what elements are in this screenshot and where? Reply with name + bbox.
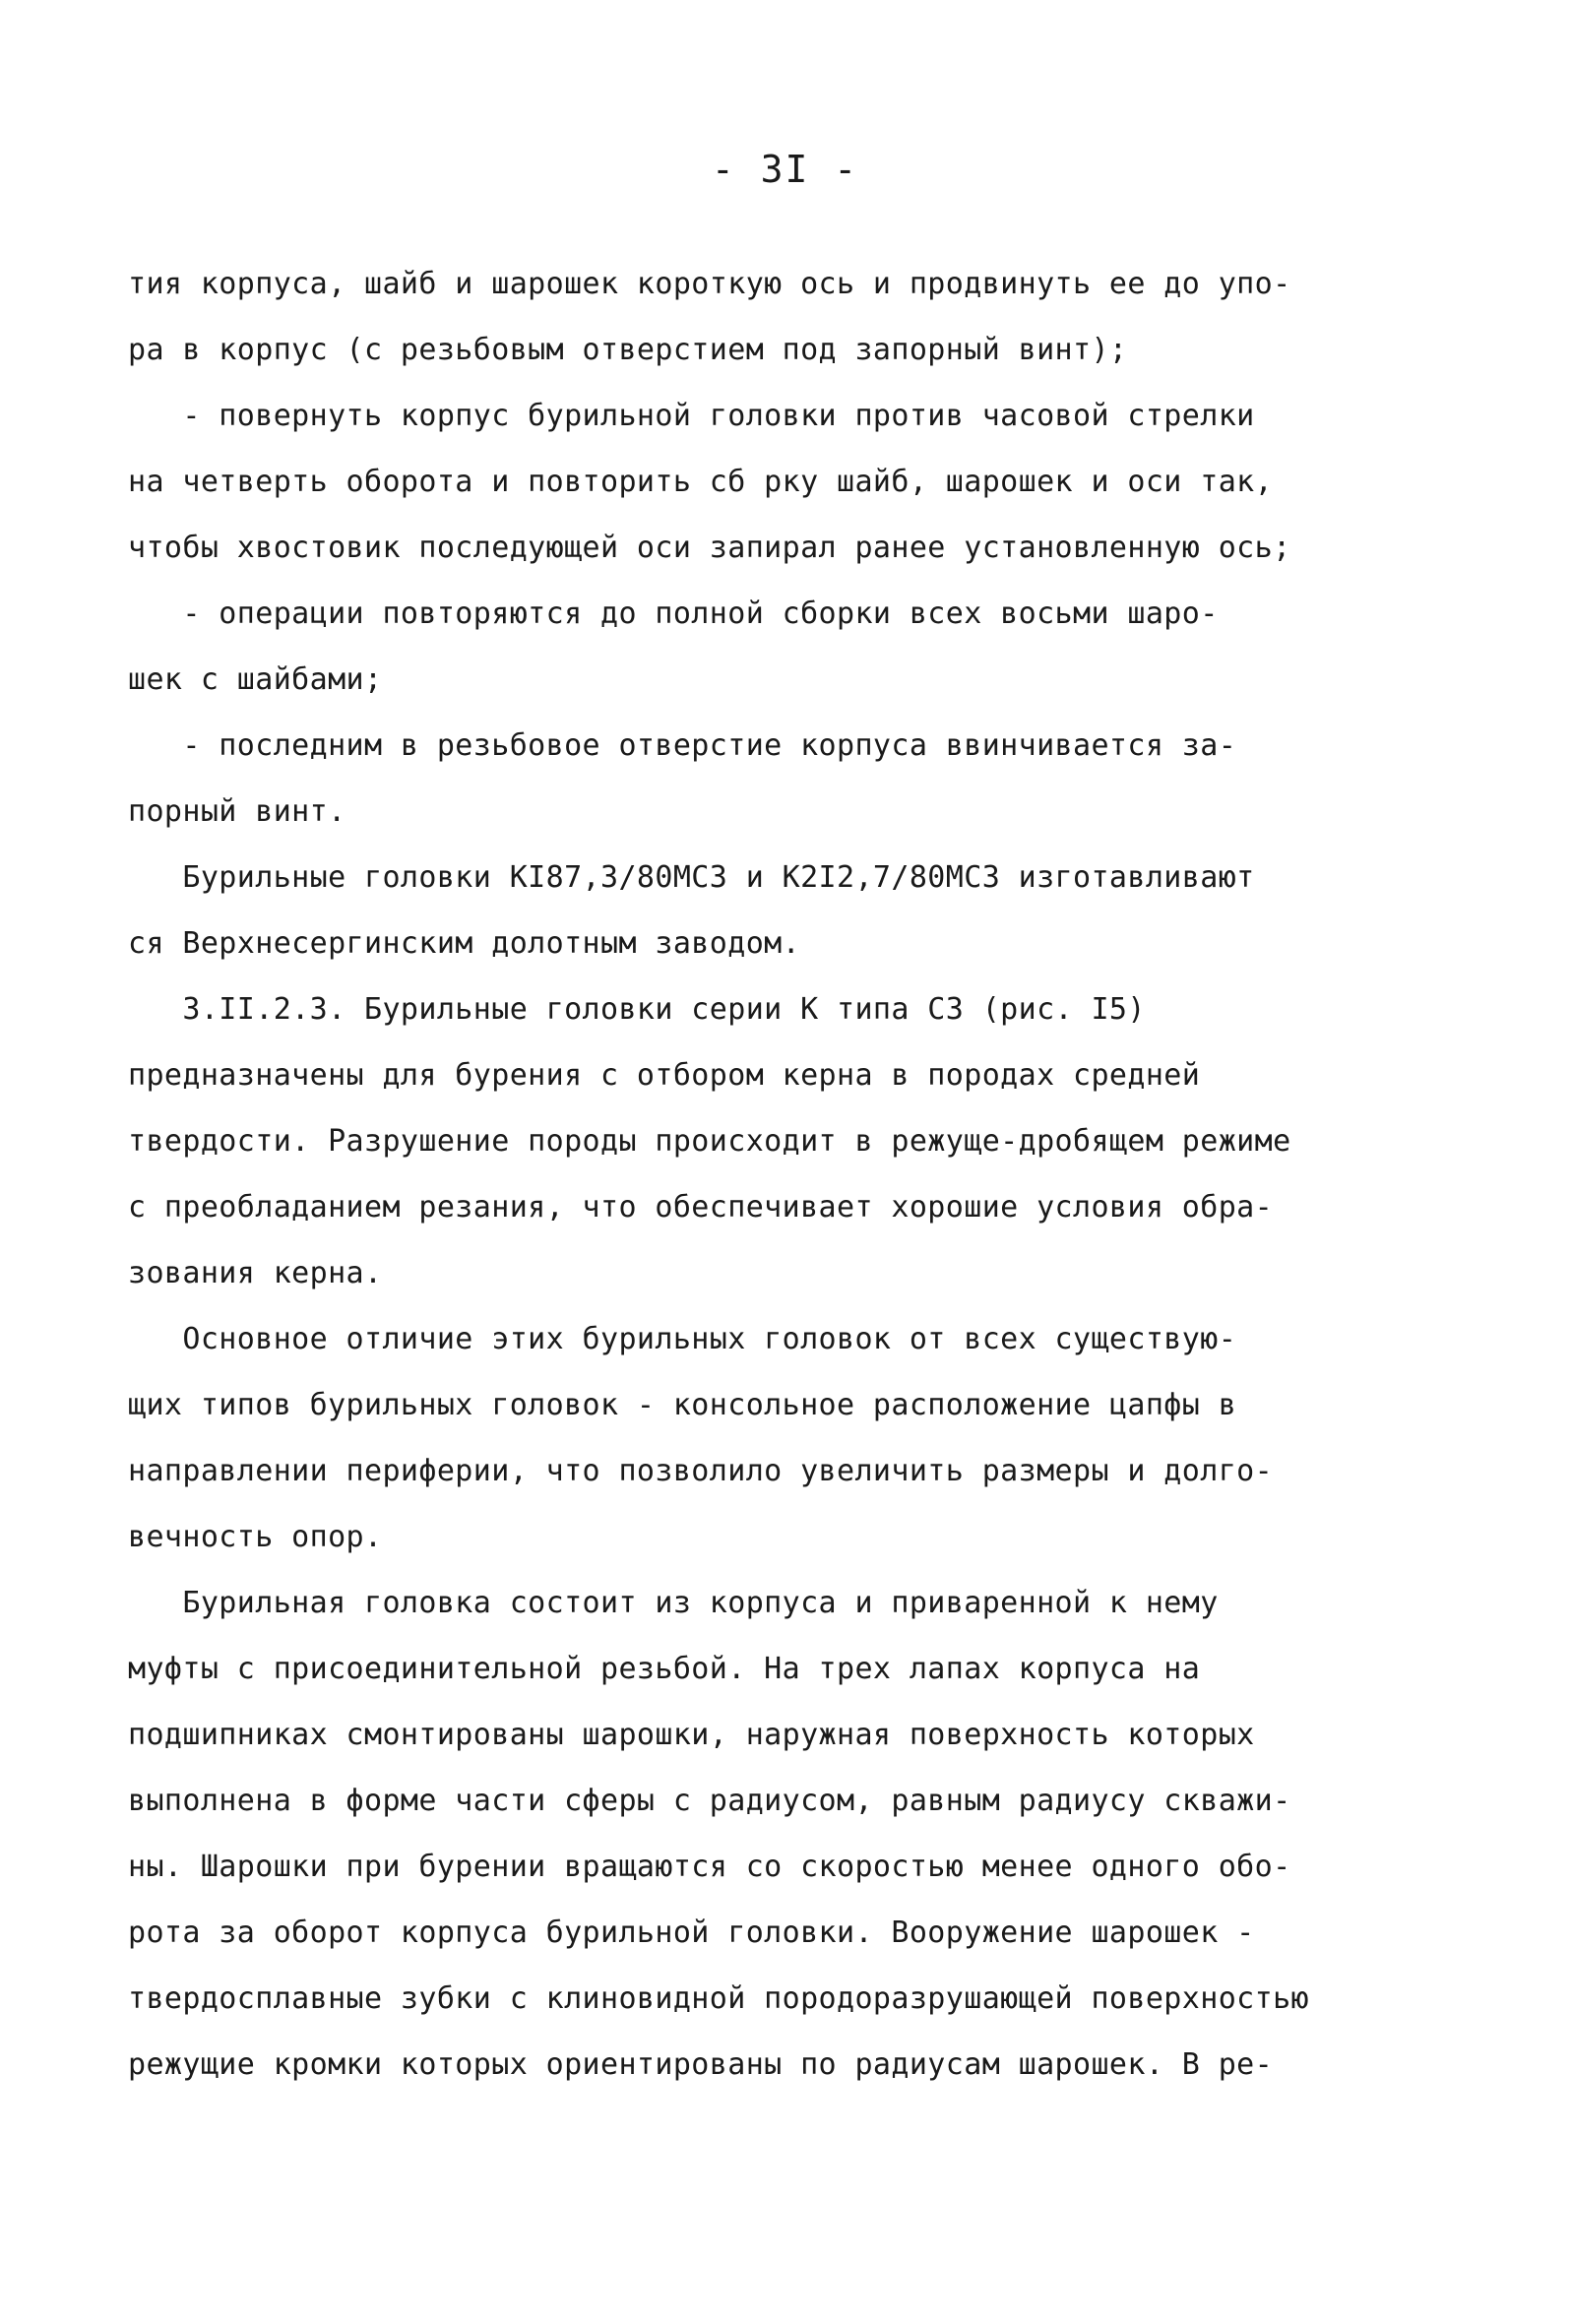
text-line: порный винт. bbox=[128, 794, 346, 829]
text-line: ны. Шарошки при бурении вращаются со скоростью менее одного обо- bbox=[128, 1850, 1291, 1884]
text-line: рота за оборот корпуса бурильной головки. Вооружение шарошек - bbox=[128, 1916, 1255, 1950]
text-line: с преобладанием резания, что обеспечивает хорошие условия обра- bbox=[128, 1190, 1274, 1225]
text-line: ся Верхнесергинским долотным заводом. bbox=[128, 926, 801, 961]
text-line: предназначены для бурения с отбором керна в породах средней bbox=[128, 1058, 1201, 1093]
text-line: щих типов бурильных головок - консольное расположение цапфы в bbox=[128, 1388, 1237, 1422]
text-line: - операции повторяются до полной сборки всех восьми шаро- bbox=[128, 597, 1219, 631]
page-number: - 3I - bbox=[711, 148, 859, 191]
text-line: режущие кромки которых ориентированы по радиусам шарошек. В ре- bbox=[128, 2047, 1274, 2082]
text-line: на четверть оборота и повторить сб рку шайб, шарошек и оси так, bbox=[128, 465, 1274, 499]
text-line: муфты с присоединительной резьбой. На трех лапах корпуса на bbox=[128, 1652, 1201, 1686]
text-line: шек с шайбами; bbox=[128, 662, 383, 697]
text-line: вечность опор. bbox=[128, 1520, 383, 1554]
text-line: твердости. Разрушение породы происходит в режуще-дробящем режиме bbox=[128, 1124, 1291, 1159]
text-line: направлении периферии, что позволило увеличить размеры и долго- bbox=[128, 1454, 1274, 1488]
text-line: тия корпуса, шайб и шарошек короткую ось и продвинуть ее до упо- bbox=[128, 267, 1291, 301]
text-line: Бурильные головки КI87,3/80МСЗ и К2I2,7/80МСЗ изготавливают bbox=[128, 860, 1255, 895]
text-line: подшипниках смонтированы шарошки, наружная поверхность которых bbox=[128, 1718, 1255, 1752]
text-line: ра в корпус (с резьбовым отверстием под запорный винт); bbox=[128, 333, 1128, 367]
text-line: выполнена в форме части сферы с радиусом, равным радиусу скважи- bbox=[128, 1784, 1291, 1818]
text-line: Бурильная головка состоит из корпуса и приваренной к нему bbox=[128, 1586, 1219, 1620]
body-text bbox=[128, 251, 1437, 2098]
text-line: чтобы хвостовик последующей оси запирал ранее установленную ось; bbox=[128, 531, 1291, 565]
text-line: твердосплавные зубки с клиновидной породоразрушающей поверхностью bbox=[128, 1981, 1309, 2016]
text-line: зования керна. bbox=[128, 1256, 383, 1290]
text-line: - последним в резьбовое отверстие корпуса ввинчивается за- bbox=[128, 728, 1237, 763]
text-line: 3.II.2.3. Бурильные головки серии К типа СЗ (рис. I5) bbox=[128, 992, 1146, 1027]
text-line: - повернуть корпус бурильной головки против часовой стрелки bbox=[128, 399, 1255, 433]
text-line: Основное отличие этих бурильных головок от всех существую- bbox=[128, 1322, 1237, 1356]
